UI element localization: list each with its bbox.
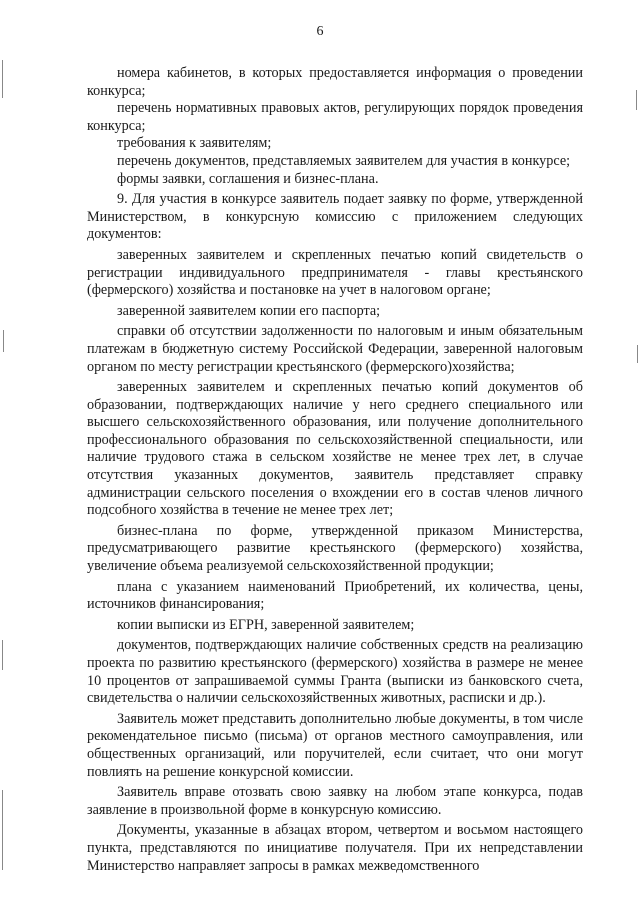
document-body (87, 65, 583, 875)
paragraph: Заявитель вправе отозвать свою заявку на любом этапе конкурса, подав заявление в произвольной форме в конкурсную комиссию. (87, 784, 583, 818)
paragraph: заверенных заявителем и скрепленных печатью копий свидетельств о регистрации индивидуального предпринимателя - главы крестьянского (фермерского) хозяйства и постановке на учет в налоговом органе; (87, 246, 583, 299)
paragraph: требования к заявителям; (117, 135, 272, 152)
paragraph: 9. Для участия в конкурсе заявитель подает заявку по форме, утвержденной Министерством, в конкурсную комиссию с приложением следующих документов: (87, 191, 583, 243)
paragraph: заверенных заявителем и скрепленных печатью копий документов об образовании, подтверждающих наличие у него среднего специального или высшего сельскохозяйственного образования, или получение дополнительного профессионального образования по сельскохозяйственной специальности, или наличие трудового стажа в сельском хозяйстве не менее трех лет, в случае отсутствия указанных документов, заявитель представляет справку администрации сельского поселения о вхождении его в состав членов личного подсобного хозяйства в течение не менее трех лет; (87, 379, 583, 519)
paragraph: бизнес-плана по форме, утвержденной приказом Министерства, предусматривающего развитие крестьянского (фермерского) хозяйства, увеличение объема реализуемой сельскохозяйственной продукции; (87, 522, 583, 575)
paragraph: справки об отсутствии задолженности по налоговым и иным обязательным платежам в бюджетную систему Российской Федерации, заверенной налоговым органом по месту регистрации крестьянского (фермерского)хозяйства; (87, 323, 583, 375)
right-scan-edge (634, 0, 640, 905)
paragraph: перечень документов, представляемых заявителем для участия в конкурсе; (117, 152, 571, 169)
paragraph: плана с указанием наименований Приобретений, их количества, цены, источников финансирования; (87, 578, 583, 613)
paragraph: заверенной заявителем копии его паспорта; (117, 302, 381, 319)
left-scan-edge (0, 0, 6, 905)
paragraph: номера кабинетов, в которых предоставляется информация о проведении конкурса; (87, 65, 583, 99)
paragraph: копии выписки из ЕГРН, заверенной заявителем; (117, 616, 415, 633)
paragraph: Заявитель может представить дополнительно любые документы, в том числе рекомендательное письмо (письма) от органов местного самоуправления, или общественных организаций, или поручителей, если считает, что они могут повлиять на решение конкурсной комиссии. (87, 710, 583, 780)
paragraph: перечень нормативных правовых актов, регулирующих порядок проведения конкурса; (87, 100, 583, 134)
paragraph: формы заявки, соглашения и бизнес-плана. (117, 170, 379, 187)
paragraph: документов, подтверждающих наличие собственных средств на реализацию проекта по развитию крестьянского (фермерского) хозяйства в размере не менее 10 процентов от запрашиваемой суммы Гранта (выписки из банковского счета, свидетельства о наличии сельскохозяйственных животных, расписки и др.). (87, 637, 583, 707)
page-number: 6 (316, 24, 324, 39)
paragraph: Документы, указанные в абзацах втором, четвертом и восьмом настоящего пункта, представляются по инициативе получателя. При их непредставлении Министерство направляет запросы в рамках межведомственного (87, 822, 583, 874)
